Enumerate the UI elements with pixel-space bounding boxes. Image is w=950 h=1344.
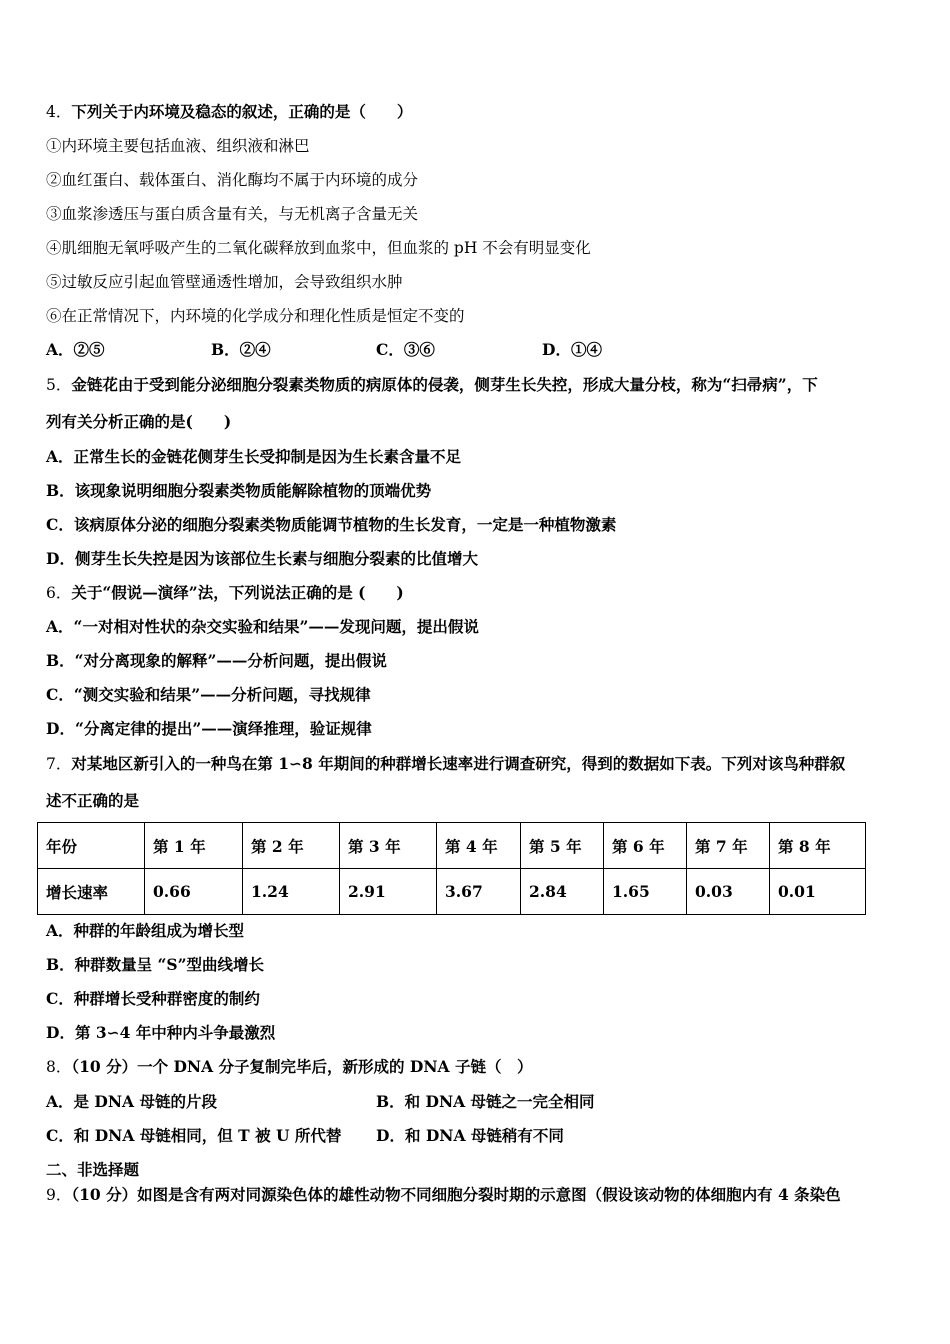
table-cell: 3.67	[437, 869, 521, 915]
q4-number: 4．	[46, 103, 72, 121]
q8-option-d: D．和 DNA 母链稍有不同	[376, 1126, 564, 1145]
table-header-cell: 第 4 年	[437, 823, 521, 869]
q8-option-b: B．和 DNA 母链之一完全相同	[376, 1092, 595, 1111]
table-cell: 1.65	[604, 869, 687, 915]
q5-stem-text: 金链花由于受到能分泌细胞分裂素类物质的病原体的侵袭，侧芽生长失控，形成大量分枝，称为“扫帚病”，下	[71, 375, 818, 394]
growth-rate-table	[37, 822, 866, 915]
q4-statement-2: ②血红蛋白、载体蛋白、消化酶均不属于内环境的成分	[46, 171, 419, 189]
q4-option-d: D．①④	[542, 340, 602, 359]
table-cell: 0.66	[145, 869, 243, 915]
q4-statement-4: ④肌细胞无氧呼吸产生的二氧化碳释放到血浆中，但血浆的 pH 不会有明显变化	[46, 239, 591, 257]
q5-option-b: B．该现象说明细胞分裂素类物质能解除植物的顶端优势	[46, 481, 432, 500]
q8-stem	[46, 1057, 532, 1077]
q4-statement-3: ③血浆渗透压与蛋白质含量有关，与无机离子含量无关	[46, 205, 419, 223]
q7-stem-line2: 述不正确的是	[46, 791, 140, 810]
table-header-cell: 第 6 年	[604, 823, 687, 869]
table-cell: 2.91	[340, 869, 437, 915]
table-cell: 0.01	[770, 869, 866, 915]
table-cell: 增长速率	[38, 869, 145, 915]
q9-stem	[46, 1185, 841, 1205]
q4-statement-6: ⑥在正常情况下，内环境的化学成分和理化性质是恒定不变的	[46, 307, 465, 325]
q4-statement-1: ①内环境主要包括血液、组织液和淋巴	[46, 137, 310, 155]
table-header-cell: 第 8 年	[770, 823, 866, 869]
table-header-cell: 第 2 年	[243, 823, 340, 869]
q8-stem-text: （10 分）一个 DNA 分子复制完毕后，新形成的 DNA 子链（ ）	[71, 1057, 533, 1076]
table-row	[38, 869, 866, 915]
table-header-cell: 第 7 年	[687, 823, 770, 869]
q7-stem-line1	[46, 754, 845, 774]
q4-stem	[46, 102, 412, 122]
q8-option-c: C．和 DNA 母链相同，但 T 被 U 所代替	[46, 1126, 342, 1145]
q6-number: 6．	[46, 584, 72, 602]
section-title: 二、非选择题	[46, 1160, 140, 1179]
q7-option-c: C．种群增长受种群密度的制约	[46, 989, 260, 1008]
q9-number: 9．	[46, 1186, 72, 1204]
q5-option-d: D．侧芽生长失控是因为该部位生长素与细胞分裂素的比值增大	[46, 549, 478, 568]
table-header-row	[38, 823, 866, 869]
q4-option-a: A．②⑤	[46, 340, 105, 359]
q7-number: 7．	[46, 755, 72, 773]
q7-option-b: B．种群数量呈 “S”型曲线增长	[46, 955, 265, 974]
table-cell: 0.03	[687, 869, 770, 915]
table-header-cell: 年份	[38, 823, 145, 869]
q5-option-c: C．该病原体分泌的细胞分裂素类物质能调节植物的生长发育，一定是一种植物激素	[46, 515, 617, 534]
q6-option-c: C．“测交实验和结果”——分析问题，寻找规律	[46, 685, 371, 704]
q8-number: 8．	[46, 1058, 72, 1076]
q4-stem-text: 下列关于内环境及稳态的叙述，正确的是（ ）	[71, 102, 413, 121]
q4-option-c: C．③⑥	[376, 340, 435, 359]
q6-option-d: D．“分离定律的提出”——演绎推理，验证规律	[46, 719, 372, 738]
q6-option-a: A．“一对相对性状的杂交实验和结果”——发现问题，提出假说	[46, 617, 479, 636]
q6-stem-text: 关于“假说—演绎”法，下列说法正确的是 ( )	[71, 583, 404, 602]
table-header-cell: 第 5 年	[521, 823, 604, 869]
q5-stem-line1	[46, 375, 818, 395]
q5-stem-line2: 列有关分析正确的是( )	[46, 412, 232, 431]
q6-option-b: B．“对分离现象的解释”——分析问题，提出假说	[46, 651, 387, 670]
q6-stem	[46, 583, 404, 603]
q4-option-b: B．②④	[211, 340, 271, 359]
table-header-cell: 第 3 年	[340, 823, 437, 869]
table-header-cell: 第 1 年	[145, 823, 243, 869]
q7-option-d: D．第 3∽4 年中种内斗争最激烈	[46, 1023, 276, 1042]
q9-stem-text: （10 分）如图是含有两对同源染色体的雄性动物不同细胞分裂时期的示意图（假设该动物的体细胞内有 4 条染色	[71, 1185, 841, 1204]
q5-option-a: A．正常生长的金链花侧芽生长受抑制是因为生长素含量不足	[46, 447, 462, 466]
q8-option-a: A．是 DNA 母链的片段	[46, 1092, 217, 1111]
table-cell: 2.84	[521, 869, 604, 915]
q7-option-a: A．种群的年龄组成为增长型	[46, 921, 245, 940]
q7-stem-text: 对某地区新引入的一种鸟在第 1∽8 年期间的种群增长速率进行调查研究，得到的数据如下表。下列对该鸟种群叙	[71, 754, 846, 773]
q4-statement-5: ⑤过敏反应引起血管壁通透性增加，会导致组织水肿	[46, 273, 403, 291]
q5-number: 5．	[46, 376, 72, 394]
table-cell: 1.24	[243, 869, 340, 915]
